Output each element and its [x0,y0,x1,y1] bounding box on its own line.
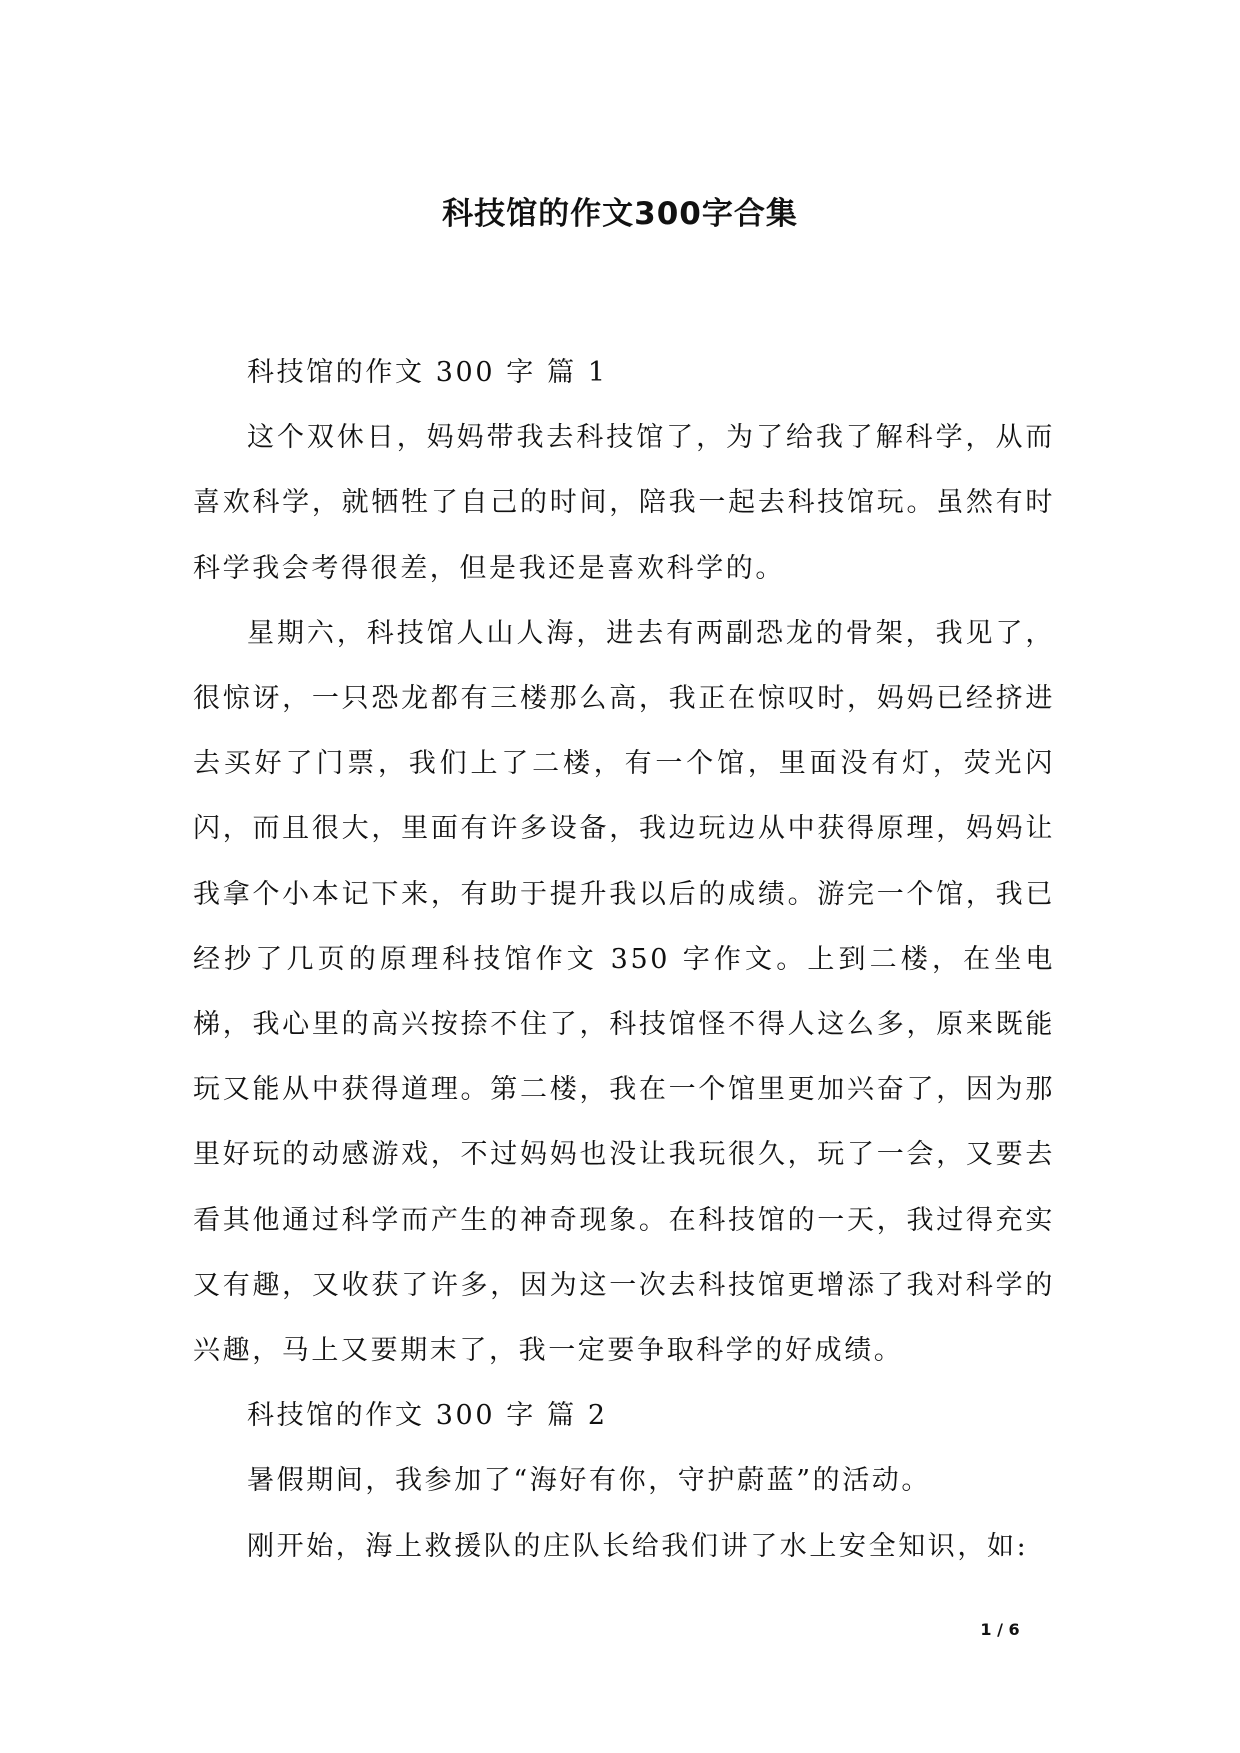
paragraph-3: 暑假期间，我参加了“海好有你，守护蔚蓝”的活动。 [247,1465,932,1497]
section-heading-1: 科技馆的作文 300 字 篇 1 [247,357,608,388]
document-title: 科技馆的作文300字合集 [442,196,798,232]
document-body [193,340,1055,1579]
section-heading-2: 科技馆的作文 300 字 篇 2 [247,1400,608,1432]
paragraph-4: 刚开始，海上救援队的庄队长给我们讲了水上安全知识，如: [247,1530,1029,1562]
paragraph-1: 这个双休日，妈妈带我去科技馆了，为了给我了解科学，从而喜欢科学，就牺牲了自己的时间，陪我一起去科技馆玩。虽然有时科学我会考得很差，但是我还是喜欢科学的。 [193,422,1055,584]
page-number: 1 / 6 [980,1620,1020,1639]
paragraph-2: 星期六，科技馆人山人海，进去有两副恐龙的骨架，我见了，很惊讶，一只恐龙都有三楼那么高，我正在惊叹时，妈妈已经挤进去买好了门票，我们上了二楼，有一个馆，里面没有灯，荧光闪闪，而且很大，里面有许多设备，我边玩边从中获得原理，妈妈让我拿个小本记下来，有助于提升我以后的成绩。游完一个馆，我已经抄了几页的原理科技馆作文 350 字作文。上到二楼，在坐电梯，我心里的高兴按捺不住了，科技馆怪不得人这么多，原来既能玩又能从中获得道理。第二楼，我在一个馆里更加兴奋了，因为那里好玩的动感游戏，不过妈妈也没让我玩很久，玩了一会，又要去看其他通过科学而产生的神奇现象。在科技馆的一天，我过得充实又有趣，又收获了许多，因为这一次去科技馆更增添了我对科学的兴趣，马上又要期末了，我一定要争取科学的好成绩。 [193,617,1055,1367]
